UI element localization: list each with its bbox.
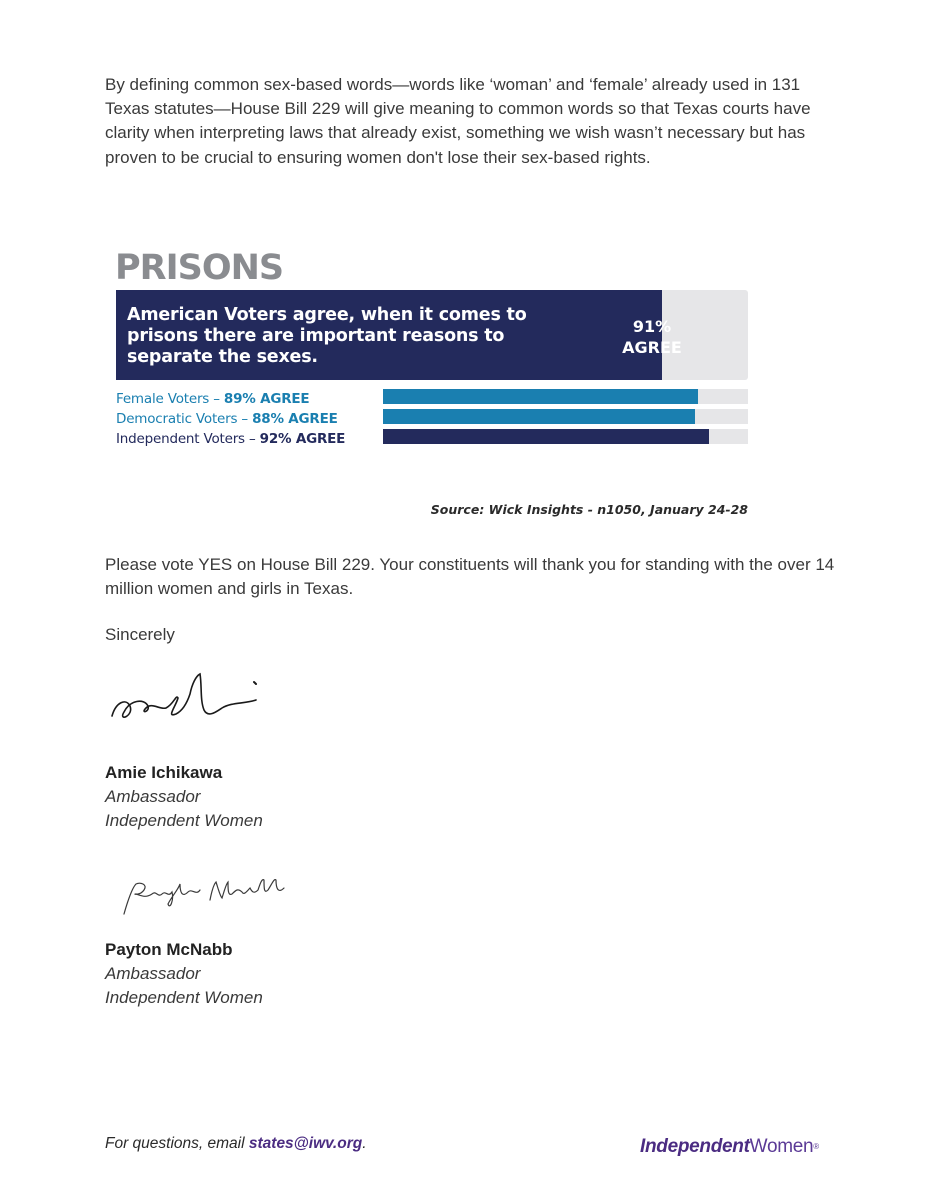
headline-value-label bbox=[614, 316, 690, 358]
footer-contact: For questions, email states@iwv.org. bbox=[105, 1135, 367, 1152]
signatory-2-name: Payton McNabb bbox=[105, 940, 233, 959]
signature-1 bbox=[104, 664, 274, 734]
logo-part-women: Women bbox=[749, 1136, 814, 1157]
signatory-1-name: Amie Ichikawa bbox=[105, 763, 223, 782]
series-name: Democratic Voters bbox=[116, 411, 238, 427]
series-label: Independent Voters – 92% AGREE bbox=[116, 431, 346, 447]
contact-email-link[interactable]: states@iwv.org bbox=[248, 1135, 363, 1152]
headline-agree: AGREE bbox=[622, 338, 682, 357]
series-value-label: 92% AGREE bbox=[259, 431, 346, 447]
independent-women-logo bbox=[640, 1134, 819, 1160]
series-value-label: 89% AGREE bbox=[223, 391, 310, 407]
series-bar bbox=[383, 429, 709, 444]
series-bar bbox=[383, 389, 698, 404]
signatory-2-organization: Independent Women bbox=[105, 988, 263, 1007]
chart-source: Source: Wick Insights - n1050, January 24-28 bbox=[430, 502, 748, 517]
signature-2 bbox=[118, 870, 298, 925]
logo-part-independent: Independent bbox=[640, 1136, 750, 1157]
series-value-label: 88% AGREE bbox=[252, 411, 338, 427]
series-name: Independent Voters bbox=[116, 431, 245, 447]
intro-paragraph: By defining common sex-based words—words like ‘woman’ and ‘female’ already used in 131 Texas statutes—House Bill 229 will give meaning to common words so that Texas courts have clarity when interpreting laws that already exist, something we wish wasn’t necessary but has proven to be crucial to ensuring women don't lose their sex-based rights. bbox=[105, 75, 811, 167]
headline-text: American Voters agree, when it comes to prisons there are important reasons to separate the sexes. bbox=[127, 305, 527, 367]
series-name: Female Voters bbox=[116, 391, 210, 407]
series-bar bbox=[383, 409, 695, 424]
signatory-1-organization: Independent Women bbox=[105, 811, 263, 830]
series-label: Democratic Voters – 88% AGREE bbox=[116, 411, 338, 427]
series-label: Female Voters – 89% AGREE bbox=[116, 391, 310, 407]
closing-paragraph: Please vote YES on House Bill 229. Your constituents will thank you for standing with the over 14 million women and girls in Texas. bbox=[105, 555, 835, 599]
signatory-1-title: Ambassador bbox=[105, 787, 201, 806]
signatory-2-title: Ambassador bbox=[105, 964, 201, 983]
headline-percent: 91% bbox=[632, 317, 672, 336]
chart-title: PRISONS bbox=[115, 248, 284, 288]
sign-off: Sincerely bbox=[105, 625, 175, 644]
registered-mark: ® bbox=[813, 1142, 820, 1151]
